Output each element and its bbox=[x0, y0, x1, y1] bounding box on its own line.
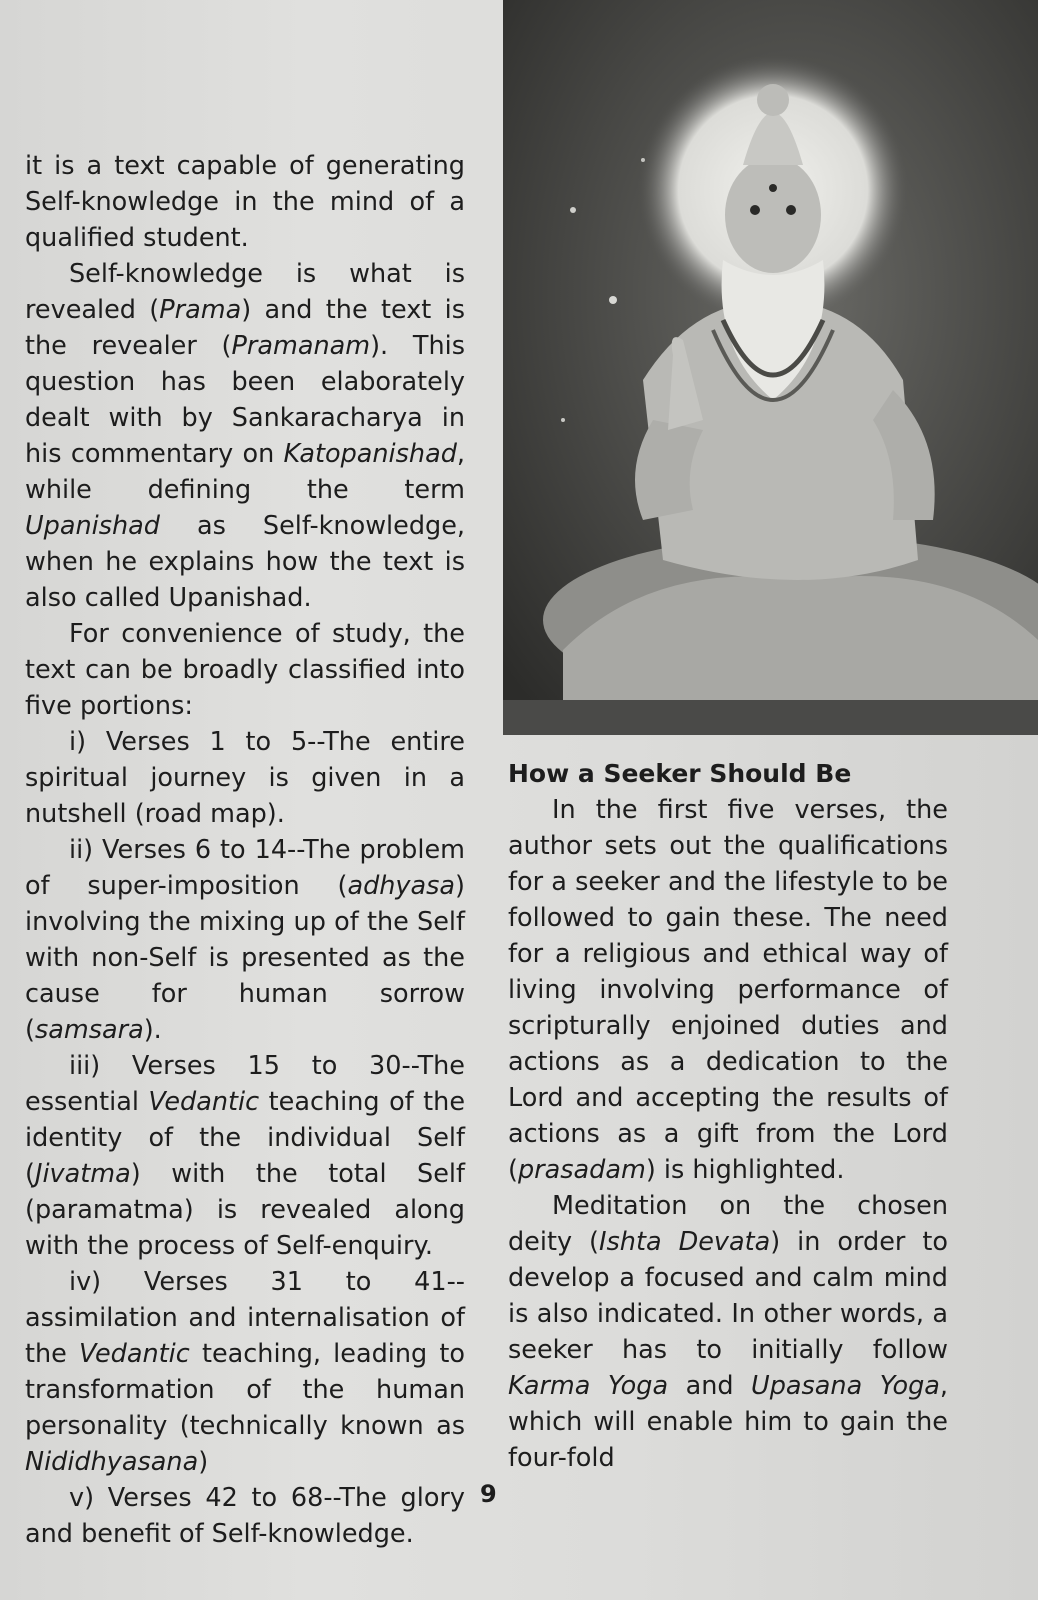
list-item: v) Verses 42 to 68--The glory and benefit of Self-knowledge. bbox=[25, 1483, 465, 1549]
right-column bbox=[508, 756, 948, 1476]
list-item: iii) Verses 15 to 30--The essential Vedantic teaching of the identity of the individual Self (Jivatma) with the total Self (paramatma) is revealed along with the process of Self-enquiry. bbox=[25, 1051, 466, 1261]
paragraph-intro: it is a text capable of generating Self-knowledge in the mind of a qualified student. bbox=[25, 151, 465, 253]
paragraph-meditation: Meditation on the chosen deity (Ishta Devata) in order to develop a focused and calm mind is also indicated. In other words, a seeker has to initially follow Karma Yoga and Upasana Yoga, which will enable him to gain the four-fold bbox=[508, 1191, 948, 1473]
left-column bbox=[25, 148, 465, 1552]
paragraph-prama: Self-knowledge is what is revealed (Prama) and the text is the revealer (Pramanam). This question has been elaborately dealt with by Sankaracharya in his commentary on Katopanishad, while defining the term Upanishad as Self-knowledge, when he explains how the text is also called Upanishad. bbox=[25, 259, 465, 613]
page-number: 9 bbox=[480, 1480, 497, 1508]
list-item: iv) Verses 31 to 41--assimilation and internalisation of the Vedantic teaching, leading to transformation of the human personality (technically known as Nididhyasana) bbox=[25, 1267, 465, 1477]
seated-sage-illustration-icon bbox=[503, 0, 1038, 735]
sage-illustration bbox=[503, 0, 1038, 735]
paragraph-qualifications: In the first five verses, the author sets out the qualifications for a seeker and the lifestyle to be followed to gain these. The need for a religious and ethical way of living involving performance of scripturally enjoined duties and actions as a dedication to the Lord and accepting the results of actions as a gift from the Lord (prasadam) is highlighted. bbox=[508, 795, 948, 1185]
list-item: ii) Verses 6 to 14--The problem of super-imposition (adhyasa) involving the mixing up of the Self with non-Self is presented as the cause for human sorrow (samsara). bbox=[25, 835, 465, 1045]
paragraph-classification: For convenience of study, the text can be broadly classified into five portions: bbox=[25, 619, 465, 721]
list-item: i) Verses 1 to 5--The entire spiritual journey is given in a nutshell (road map). bbox=[25, 727, 465, 829]
section-heading: How a Seeker Should Be bbox=[508, 759, 852, 788]
